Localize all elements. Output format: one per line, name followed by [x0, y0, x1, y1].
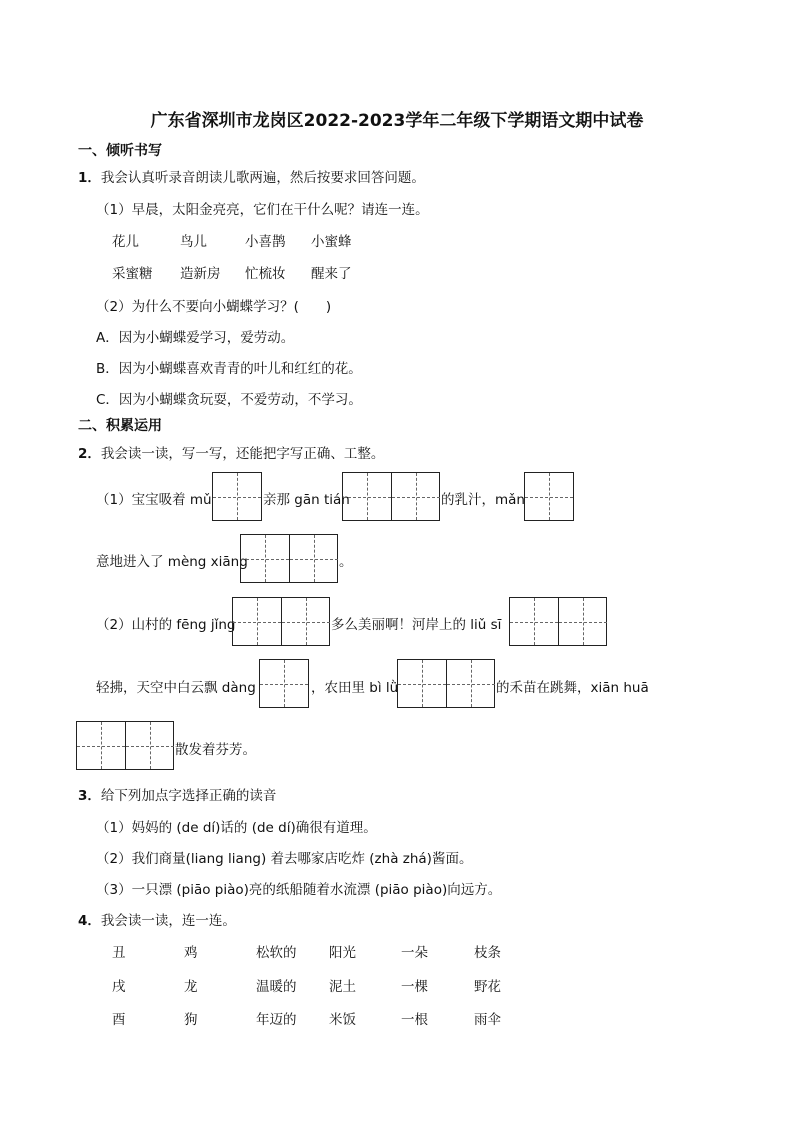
match-word: 忙梳妆 [245, 266, 286, 282]
match-word: 戌 [112, 979, 126, 995]
match-word: 一棵 [401, 979, 428, 995]
match-word: 米饭 [329, 1012, 356, 1028]
question-3-stem [78, 784, 276, 804]
fill-text: 多么美丽啊！河岸上的 liǔ sī [331, 617, 502, 633]
writing-grid[interactable] [212, 472, 262, 521]
page-title: 广东省深圳市龙岗区2022-2023学年二年级下学期语文期中试卷 [150, 111, 644, 131]
fill-text: 。 [339, 554, 353, 570]
fill-text: （2）山村的 fēng jǐng [96, 617, 236, 633]
match-word: 一根 [401, 1012, 428, 1028]
section-heading-listening: 一、倾听书写 [78, 143, 162, 159]
match-word: 造新房 [180, 266, 221, 282]
question-text: 我会读一读，连一连。 [100, 913, 236, 929]
match-word: 酉 [112, 1012, 126, 1028]
match-word: 枝条 [474, 945, 501, 961]
match-word: 龙 [184, 979, 198, 995]
match-word: 阳光 [329, 945, 356, 961]
fill-text: 轻拂，天空中白云飘 dàng [96, 680, 256, 696]
option-b: B．因为小蝴蝶喜欢青青的叶儿和红红的花。 [96, 361, 362, 377]
match-word: 鸟儿 [180, 234, 207, 250]
match-word: 狗 [184, 1012, 198, 1028]
match-word: 温暖的 [256, 979, 297, 995]
question-1-stem [78, 166, 425, 186]
match-word: 花儿 [112, 234, 139, 250]
match-word: 松软的 [256, 945, 297, 961]
match-word: 小喜鹊 [245, 234, 286, 250]
fill-text: 亲那 gān tián [263, 492, 350, 508]
match-word: 丑 [112, 945, 126, 961]
writing-grid[interactable] [240, 534, 338, 583]
fill-text: 散发着芬芳。 [175, 742, 256, 758]
question-4-stem [78, 909, 236, 929]
question-number: 3． [78, 788, 101, 804]
fill-text: 的禾苗在跳舞，xiān huā [496, 680, 649, 696]
option-a: A．因为小蝴蝶爱学习，爱劳动。 [96, 330, 295, 346]
match-word: 泥土 [329, 979, 356, 995]
writing-grid[interactable] [232, 597, 330, 646]
question-number: 2． [78, 446, 101, 462]
writing-grid[interactable] [524, 472, 574, 521]
writing-grid[interactable] [397, 659, 495, 708]
question-number: 4． [78, 913, 101, 929]
match-word: 小蜜蜂 [311, 234, 352, 250]
writing-grid[interactable] [76, 721, 174, 770]
pinyin-choice-line: （2）我们商量(liang liang) 着去哪家店吃炸 (zhà zhá)酱面。 [96, 851, 473, 867]
match-word: 鸡 [184, 945, 198, 961]
match-word: 雨伞 [474, 1012, 501, 1028]
question-text: 给下列加点字选择正确的读音 [100, 788, 277, 804]
match-word: 一朵 [401, 945, 428, 961]
writing-grid[interactable] [509, 597, 607, 646]
fill-text: 的乳汁，mǎn [441, 492, 525, 508]
fill-text: 意地进入了 mèng xiāng [96, 554, 248, 570]
match-word: 采蜜糖 [112, 266, 153, 282]
pinyin-choice-line: （3）一只漂 (piāo piào)亮的纸船随着水流漂 (piāo piào)向远方。 [96, 882, 502, 898]
question-number: 1． [78, 170, 101, 186]
section-heading-accumulation: 二、积累运用 [78, 418, 162, 434]
question-2-stem [78, 442, 384, 462]
match-word: 年迈的 [256, 1012, 297, 1028]
question-1-sub2: （2）为什么不要向小蝴蝶学习？( ) [96, 299, 332, 315]
fill-text: ，农田里 bì lǜ [311, 680, 399, 696]
option-c: C．因为小蝴蝶贪玩耍，不爱劳动，不学习。 [96, 392, 362, 408]
question-text: 我会认真听录音朗读儿歌两遍，然后按要求回答问题。 [100, 170, 425, 186]
match-word: 野花 [474, 979, 501, 995]
fill-text: （1）宝宝吸着 mǔ [96, 492, 212, 508]
writing-grid[interactable] [259, 659, 309, 708]
question-text: 我会读一读，写一写，还能把字写正确、工整。 [100, 446, 385, 462]
match-word: 醒来了 [311, 266, 352, 282]
pinyin-choice-line: （1）妈妈的 (de dí)话的 (de dí)确很有道理。 [96, 820, 377, 836]
question-1-sub1: （1）早晨，太阳金亮亮，它们在干什么呢？请连一连。 [96, 202, 429, 218]
writing-grid[interactable] [342, 472, 440, 521]
